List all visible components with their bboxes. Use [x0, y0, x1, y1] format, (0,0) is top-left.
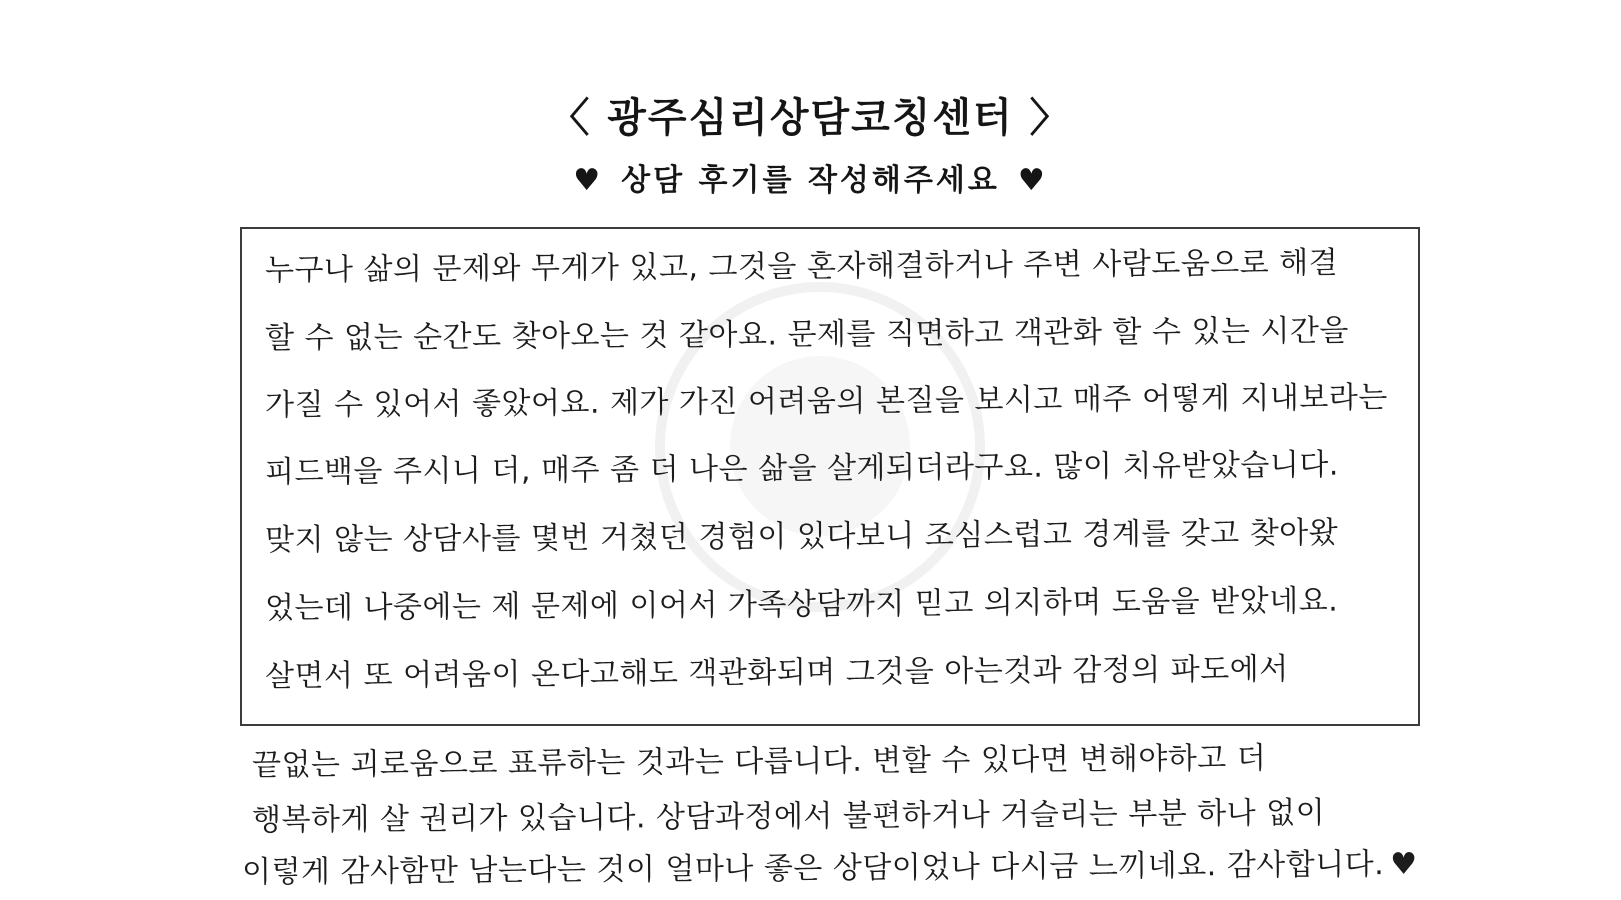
center-title: 〈 광주심리상담코칭센터 〉: [549, 95, 1072, 141]
review-line-5: 맞지 않는 상담사를 몇번 거쳤던 경험이 있다보니 조심스럽고 경계를 갖고 찾아왔: [264, 515, 1339, 558]
review-line-7: 살면서 또 어려움이 온다고해도 객관화되며 그것을 아는것과 감정의 파도에서: [264, 651, 1289, 694]
review-line-9: 행복하게 살 권리가 있습니다. 상담과정에서 불편하거나 거슬리는 부분 하나 없이: [251, 795, 1326, 838]
review-line-10: [242, 839, 1418, 891]
heart-icon: ♥: [1017, 163, 1048, 198]
review-line-4: 피드백을 주시니 더, 매주 좀 더 나은 삶을 살게되더라구요. 많이 치유받았습니다.: [264, 447, 1339, 490]
subtitle-text: 상담 후기를 작성해주세요: [621, 163, 1000, 198]
heart-icon: ♥: [1390, 846, 1418, 882]
form-subtitle: [0, 155, 1621, 199]
review-line-10-text: 이렇게 감사함만 남는다는 것이 얼마나 좋은 상담이었나 다시금 느끼네요. 감사합니다.: [241, 847, 1385, 890]
review-line-8: 끝없는 괴로움으로 표류하는 것과는 다릅니다. 변할 수 있다면 변해야하고 더: [251, 740, 1267, 783]
review-line-2: 할 수 없는 순간도 찾아오는 것 같아요. 문제를 직면하고 객관화 할 수 있는 시간을: [264, 313, 1349, 356]
review-line-3: 가질 수 있어서 좋았어요. 제가 가진 어려움의 본질을 보시고 매주 어떻게 지내보라는: [264, 380, 1388, 423]
review-line-1: 누구나 삶의 문제와 무게가 있고, 그것을 혼자해결하거나 주변 사람도움으로 해결: [264, 245, 1339, 288]
heart-icon: ♥: [573, 163, 604, 198]
review-line-6: 었는데 나중에는 제 문제에 이어서 가족상담까지 믿고 의지하며 도움을 받았네요.: [264, 583, 1339, 626]
